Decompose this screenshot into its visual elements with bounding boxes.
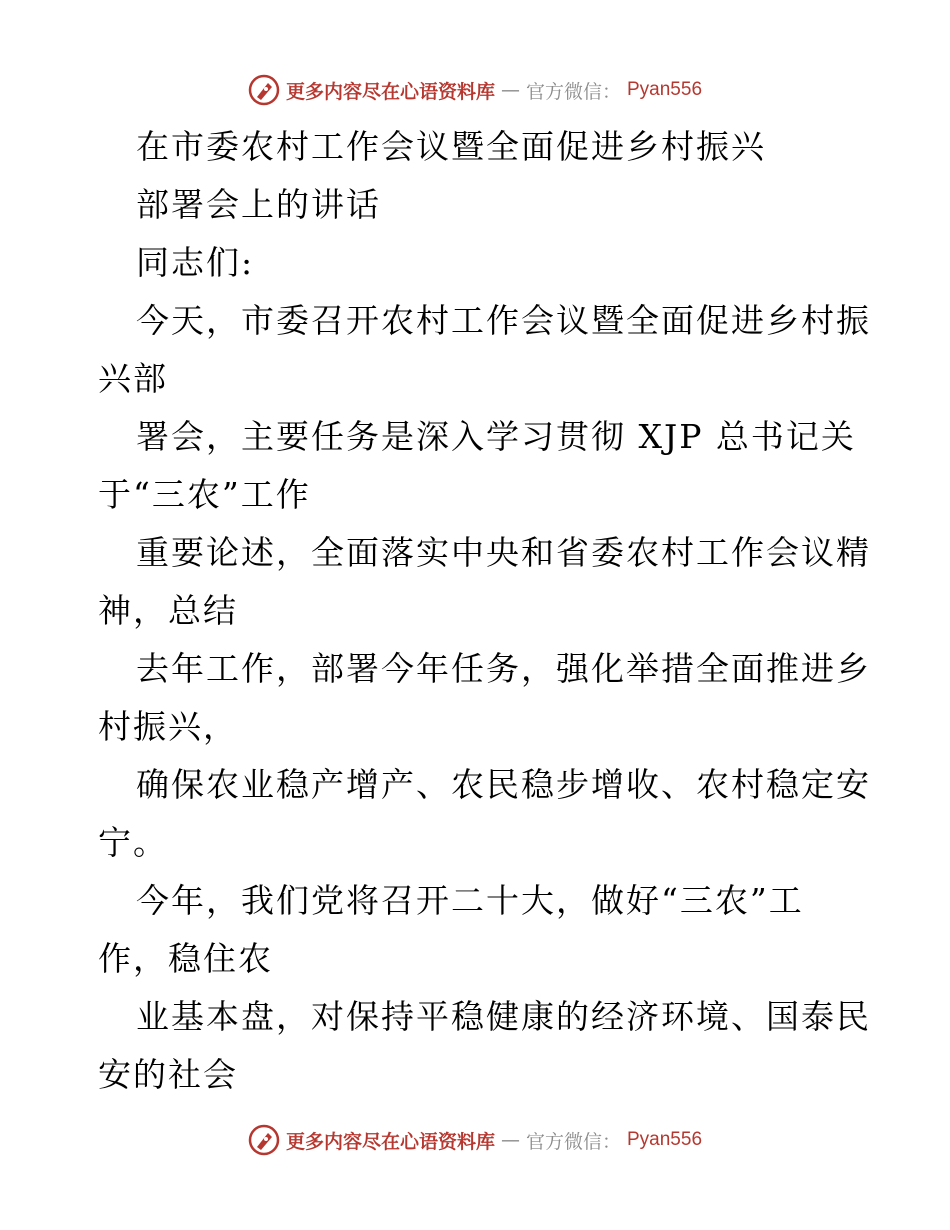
paragraph-line: 村振兴， [98,707,238,746]
salutation: 同志们: [136,243,255,282]
paragraph-line: 今年，我们党将召开二十大，做好“三农”工 [136,881,804,920]
watermark-label: 官方微信： [525,1130,621,1153]
watermark-main-text: 更多内容尽在心语资料库 [285,80,495,103]
pen-nib-logo-icon [248,1124,280,1156]
document-title-line-2: 部署会上的讲话 [136,185,381,224]
watermark-main-text: 更多内容尽在心语资料库 [285,1130,495,1153]
paragraph-line: 于“三农”工作 [98,475,311,514]
paragraph-line: 神，总结 [98,591,238,630]
watermark-separator: — [500,1129,520,1151]
pen-nib-logo-icon [248,74,280,106]
paragraph-line: 署会，主要任务是深入学习贯彻 XJP 总书记关 [136,417,856,456]
paragraph-line: 去年工作，部署今年任务，强化举措全面推进乡 [136,649,871,688]
watermark-label: 官方微信： [525,80,621,103]
paragraph-line: 作，稳住农 [98,939,273,978]
document-body [98,118,871,1104]
watermark-id: Pyan556 [627,79,703,100]
footer-watermark [0,1120,950,1160]
watermark-separator: — [500,79,520,101]
paragraph-line: 业基本盘，对保持平稳健康的经济环境、国泰民 [136,997,871,1036]
paragraph-line: 确保农业稳产增产、农民稳步增收、农村稳定安 [136,765,871,804]
paragraph-line: 兴部 [98,359,168,398]
document-title-line-1: 在市委农村工作会议暨全面促进乡村振兴 [136,127,766,166]
paragraph-line: 安的社会 [98,1055,238,1094]
paragraph-line: 宁。 [98,823,168,862]
paragraph-line: 今天，市委召开农村工作会议暨全面促进乡村振 [136,301,871,340]
paragraph-line: 重要论述，全面落实中央和省委农村工作会议精 [136,533,871,572]
watermark-id: Pyan556 [627,1129,703,1150]
header-watermark [0,70,950,110]
